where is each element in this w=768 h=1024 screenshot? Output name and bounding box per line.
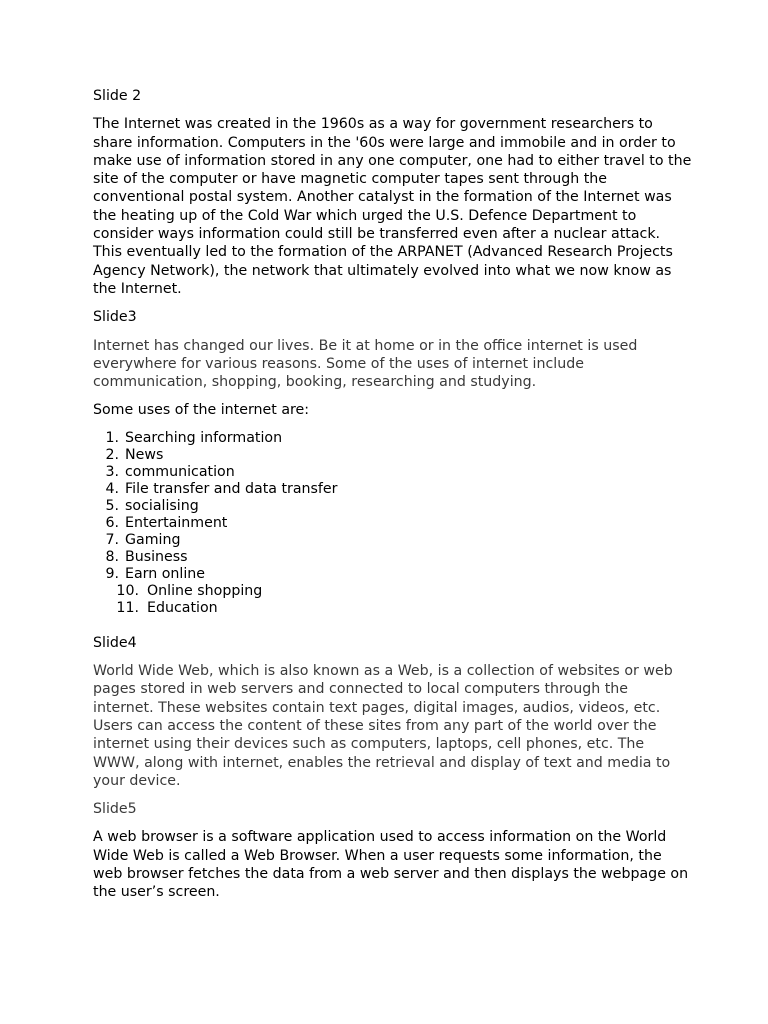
slide5-body: A web browser is a software application used to access information on the World Wide Web is called a Web Browser. When a user requests some information, the web browser fetches the data from a web server and then displays the webpage on the user’s screen. (93, 829, 689, 901)
list-item: 3. communication (105, 463, 235, 480)
slide2-heading: Slide 2 (93, 88, 142, 104)
slide4-body: World Wide Web, which is also known as a Web, is a collection of websites or web pages stored in web servers and connected to local computers through the internet. These websites contain text pages, digital images, audios, videos, etc. Users can access the content of these sites from any part of the world over the internet using their devices such as computers, laptops, cell phones, etc. The WWW, along with internet, enables the retrieval and display of text and media to your device. (93, 663, 673, 789)
uses-list-title: Some uses of the internet are: (93, 402, 310, 419)
list-item: 8. Business (105, 548, 188, 565)
list-item: 1. Searching information (105, 429, 283, 446)
slide5-heading: Slide5 (93, 801, 137, 818)
uses-list (93, 430, 693, 617)
list-item: 2. News (105, 446, 164, 463)
list-item: 9. Earn online (105, 565, 206, 582)
list-item: 6. Entertainment (105, 514, 228, 531)
slide3-intro: Internet has changed our lives. Be it at home or in the office internet is used everywhere for various reasons. Some of the uses of internet include communication, shopping, booking, researching and studying. (93, 337, 638, 391)
list-item: 10. Online shopping (116, 582, 263, 599)
list-item: 4. File transfer and data transfer (105, 480, 338, 497)
slide4-heading: Slide4 (93, 634, 137, 651)
list-item: 11. Education (116, 599, 218, 616)
slide3-heading: Slide3 (93, 309, 137, 326)
document-page (93, 87, 693, 912)
list-item: 5. socialising (105, 497, 199, 514)
list-item: 7. Gaming (105, 531, 181, 548)
slide2-body: The Internet was created in the 1960s as a way for government researchers to share information. Computers in the '60s were large and immobile and in order to make use of information stored in any one computer, one had to either travel to the site of the computer or have magnetic computer tapes sent through the conventional postal system. Another catalyst in the formation of the Internet was the heating up of the Cold War which urged the U.S. Defence Department to consider ways information could still be transferred even after a nuclear attack. This eventually led to the formation of the ARPANET (Advanced Research Projects Agency Network), the network that ultimately evolved into what we now know as the Internet. (93, 116, 692, 297)
